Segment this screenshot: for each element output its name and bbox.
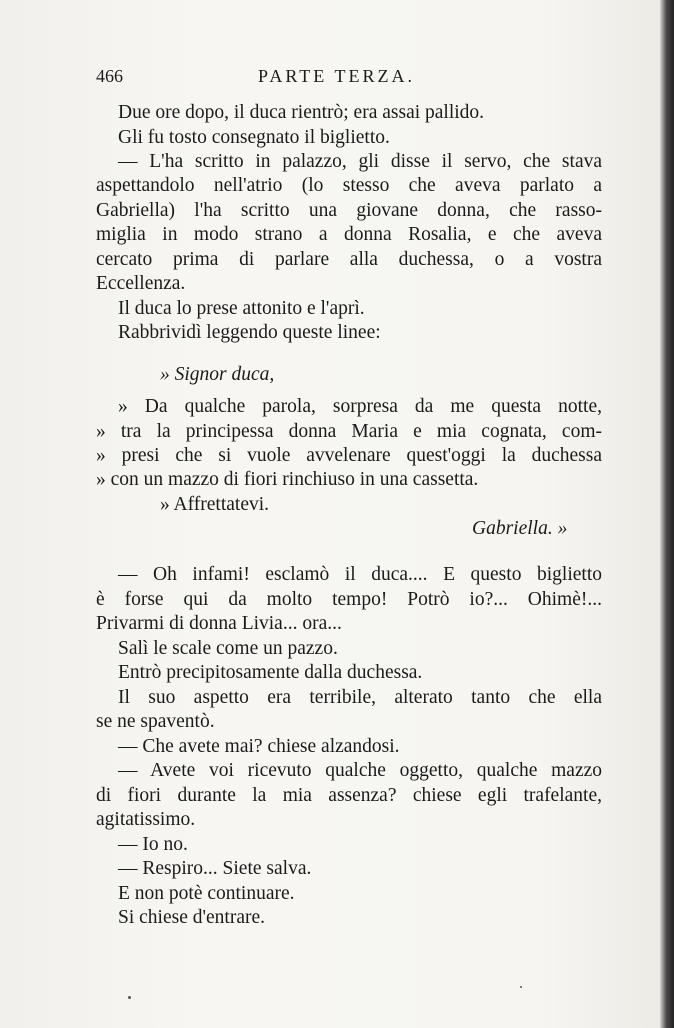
text-line: — Io no. [118,834,188,855]
text-line: — Che avete mai? chiese alzandosi. [118,736,400,757]
running-title: PARTE TERZA. [258,66,415,86]
text-line: — Avete voi ricevuto qualche oggetto, qualche mazzo [118,760,602,781]
text-line: Eccellenza. [96,273,186,294]
text-line: agitatissimo. [96,809,196,830]
text-line: Salì le scale come un pazzo. [118,638,338,659]
text-line: Si chiese d'entrare. [118,907,265,928]
page-header [96,66,566,94]
letter-salutation: » Signor duca, [160,364,275,385]
text-line: Privarmi di donna Livia... ora... [96,613,342,634]
letter-line: » tra la principessa donna Maria e mia cognata, com- [96,421,602,442]
page-number: 466 [96,66,123,86]
page-binding-edge [660,0,674,1028]
text-line: — L'ha scritto in palazzo, gli disse il servo, che stava [118,151,602,172]
letter-line: » presi che si vuole avvelenare quest'oggi la duchessa [96,445,602,466]
letter-line: » Da qualche parola, sorpresa da me questa notte, [118,396,602,417]
text-line: Due ore dopo, il duca rientrò; era assai pallido. [118,102,485,123]
text-line: se ne spaventò. [96,711,215,732]
paper-speck [520,986,522,988]
text-line: è forse qui da molto tempo! Potrò io?... Ohimè!... [96,589,602,610]
text-line: Entrò precipitosamente dalla duchessa. [118,662,423,683]
text-line: — Oh infami! esclamò il duca.... E questo biglietto [118,564,602,585]
letter-line: » Affrettatevi. [160,494,270,515]
text-line: cercato prima di parlare alla duchessa, o a vostra [96,249,602,270]
letter-line: » con un mazzo di fiori rinchiuso in una cassetta. [96,469,479,490]
text-line: — Respiro... Siete salva. [118,858,312,879]
text-line: Rabbrividì leggendo queste linee: [118,322,381,343]
letter-signature: Gabriella. » [472,518,568,539]
text-line: di fiori durante la mia assenza? chiese egli trafelante, [96,785,602,806]
text-line: E non potè continuare. [118,883,295,904]
paper-speck [128,996,131,999]
text-line: miglia in modo strano a donna Rosalia, e che aveva [96,224,602,245]
text-line: Il suo aspetto era terribile, alterato tanto che ella [118,687,602,708]
text-line: Il duca lo prese attonito e l'aprì. [118,298,365,319]
text-line: aspettandolo nell'atrio (lo stesso che aveva parlato a [96,175,602,196]
text-line: Gli fu tosto consegnato il biglietto. [118,127,390,148]
text-line: Gabriella) l'ha scritto una giovane donna, che rasso- [96,200,602,221]
